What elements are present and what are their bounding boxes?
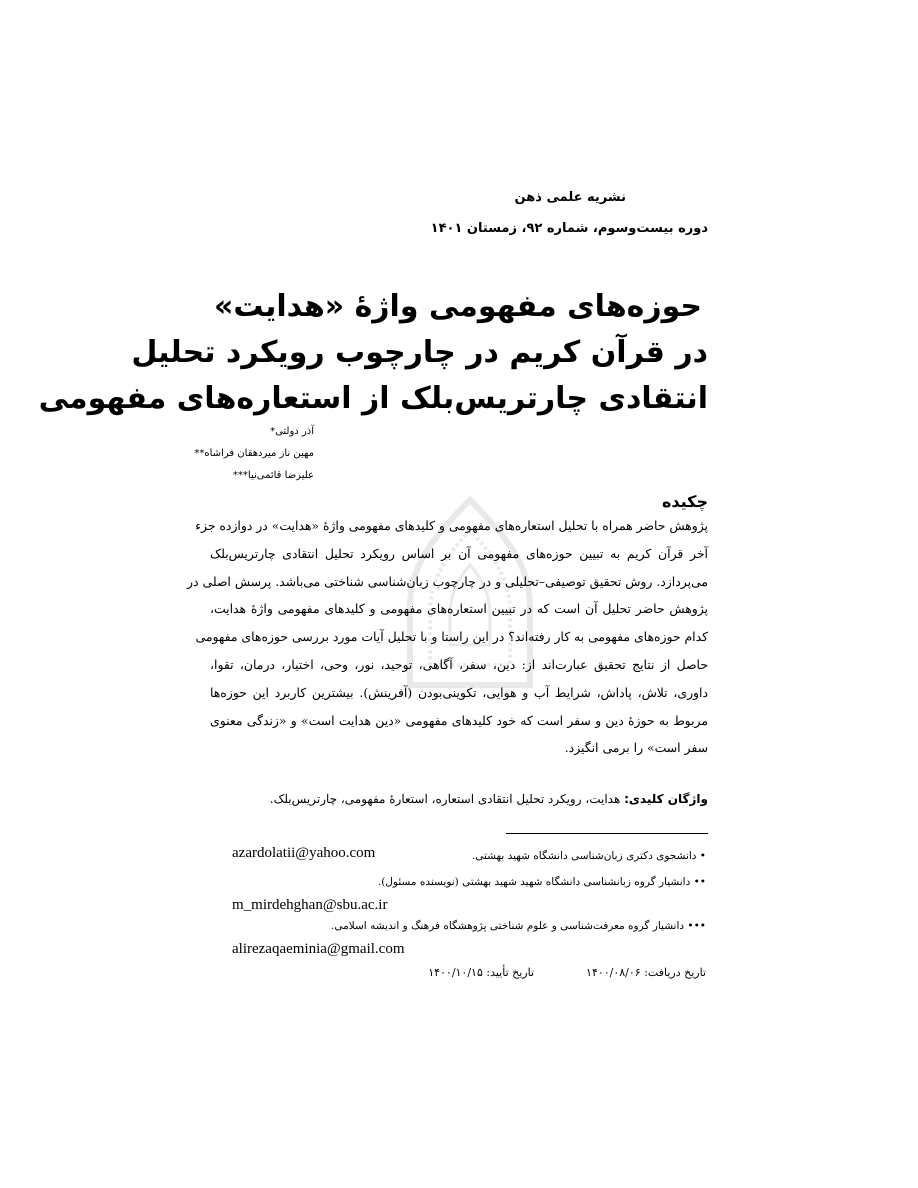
author-email[interactable]: m_mirdehghan@sbu.ac.ir — [232, 897, 388, 913]
title-line: حوزه‌های مفهومی واژۀ «هدایت» — [213, 289, 703, 324]
paper-title — [38, 284, 708, 422]
author-name: علیرضا قائمی‌نیا*** — [232, 470, 314, 481]
footnote-affiliation: ••• دانشیار گروه معرفت‌شناسی و علوم شناختی پژوهشگاه فرهنگ و اندیشه اسلامی. — [331, 920, 706, 932]
abstract-line: می‌پردازد. روش تحقیق توصیفی–تحلیلی و در چارچوب زبان‌شناسی شناختی می‌باشد. پرسش اصلی در — [187, 573, 708, 589]
title-line: در قرآن کریم در چارچوب رویکرد تحلیل — [131, 335, 708, 370]
footnote-affiliation: •• دانشیار گروه زبانشناسی دانشگاه شهید شهید بهشتی (نویسنده مسئول). — [377, 876, 706, 888]
author-email[interactable]: alirezaqaeminia@gmail.com — [232, 941, 405, 957]
footnote-affiliation: • دانشجوی دکتری زبان‌شناسی دانشگاه شهید بهشتی. — [471, 850, 706, 862]
accepted-date: تاریخ تأیید: ۱۴۰۰/۱۰/۱۵ — [428, 966, 535, 979]
abstract-line: کدام حوزه‌های مفهومی به کار رفته‌اند؟ در این راستا و با تحلیل آیات مورد بررسی حوزه‌های مفهومی — [195, 629, 708, 645]
received-date: تاریخ دریافت: ۱۴۰۰/۰۸/۰۶ — [586, 966, 706, 979]
title-line: انتقادی چارتریس‌بلک از استعاره‌های مفهومی — [38, 381, 708, 416]
dates — [428, 966, 706, 979]
abstract-line: حاصل از نتایج تحقیق عبارت‌اند از: دین، سفر، آگاهی، توحید، نور، وحی، اختیار، درمان، تقوا، — [210, 656, 708, 672]
journal-name: نشریه علمی ذهن — [514, 190, 626, 205]
footnote-separator — [506, 833, 708, 834]
abstract-line: پژوهش حاضر همراه با تحلیل استعاره‌های مفهومی و کلیدهای مفهومی واژۀ «هدایت» در دوازده جزء — [195, 518, 708, 533]
abstract-body — [187, 512, 708, 762]
author-name: مهین ناز میردهقان فراشاه** — [194, 448, 314, 459]
abstract-line: آخر قرآن کریم به تبیین حوزه‌های مفهومی آن بر اساس رویکرد تحلیل انتقادی چارتریس‌بلک — [210, 545, 708, 561]
abstract-heading: چکیده — [661, 492, 708, 511]
author-email[interactable]: azardolatii@yahoo.com — [232, 845, 376, 861]
keywords — [270, 792, 708, 806]
abstract-line: داوری، تلاش، پاداش، شرایط آب و هوایی، تکوینی‌بودن (آفرینش). بیشترین کاربرد این حوزه‌ها — [210, 684, 708, 700]
keywords-label: واژگان کلیدی: — [624, 792, 708, 806]
journal-issue: دوره بیست‌وسوم، شماره ۹۲، زمستان ۱۴۰۱ — [430, 221, 708, 236]
author-name: آذر دولتی* — [270, 426, 314, 437]
keywords-text: هدایت، رویکرد تحلیل انتقادی استعاره، استعارۀ مفهومی، چارتریس‌بلک. — [269, 792, 625, 806]
abstract-line: سفر است» را برمی انگیزد. — [564, 740, 708, 756]
author-list — [194, 421, 314, 487]
abstract-line: پژوهش حاضر تحلیل آن است که در تبیین استعاره‌های مفهومی و کلیدهای مفهومی واژۀ هدایت، — [210, 601, 708, 617]
abstract-line: مربوط به حوزۀ دین و سفر است که خود کلیدهای مفهومی «دین هدایت است» و «زندگی معنوی — [210, 712, 708, 728]
